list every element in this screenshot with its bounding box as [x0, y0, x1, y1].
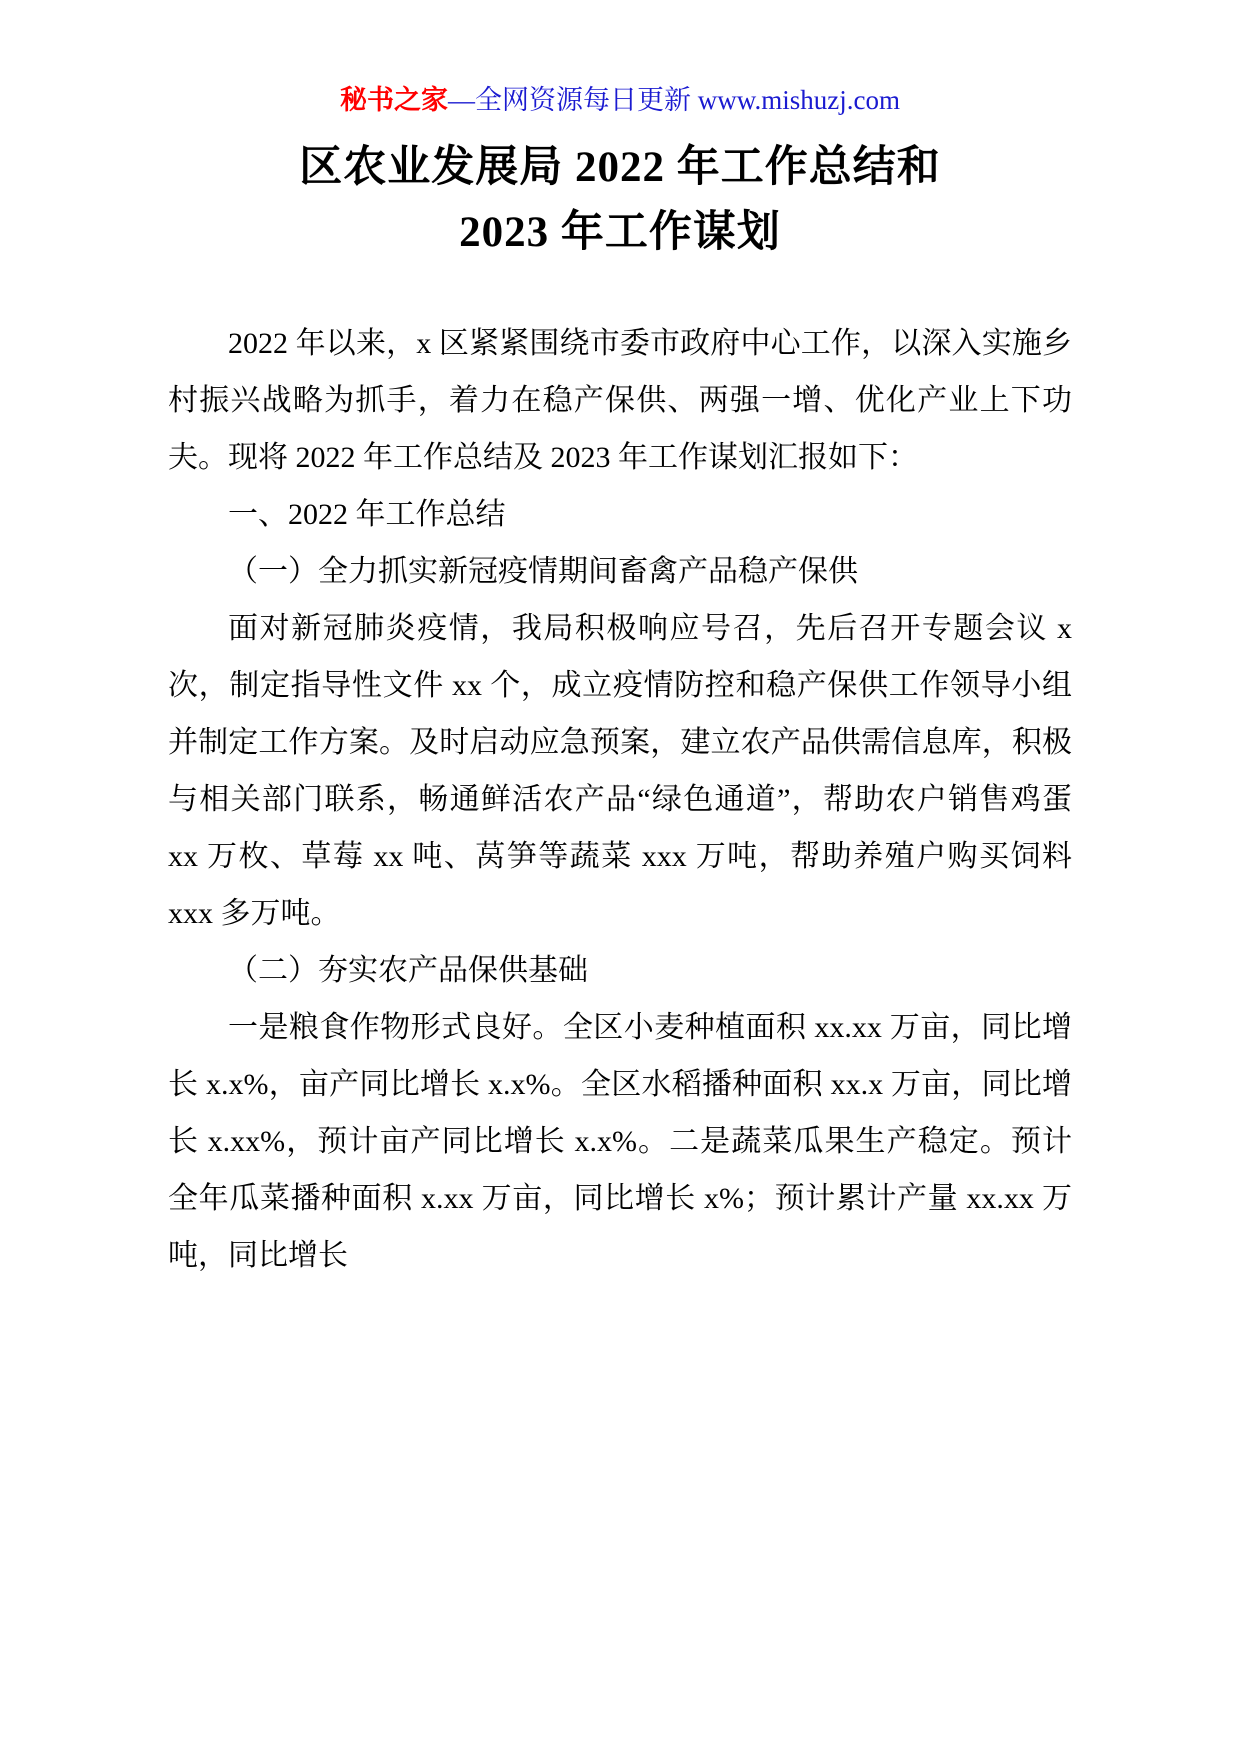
heading-section-1: 一、2022 年工作总结 [228, 498, 506, 532]
heading-subsection-1-1: （一）全力抓实新冠疫情期间畜禽产品稳产保供 [228, 555, 858, 589]
heading-subsection-1-2: （二）夯实农产品保供基础 [228, 954, 588, 988]
document-title [168, 136, 1072, 265]
site-url-link[interactable]: www.mishuzj.com [697, 85, 900, 115]
site-tagline: —全网资源每日更新 [448, 85, 698, 115]
document-title-line-1: 区农业发展局 2022 年工作总结和 [299, 144, 941, 192]
site-brand: 秘书之家 [340, 85, 448, 115]
site-header-line [168, 84, 1072, 116]
paragraph-subsection-1-1: 面对新冠肺炎疫情，我局积极响应号召，先后召开专题会议 x 次，制定指导性文件 xx 个，成立疫情防控和稳产保供工作领导小组并制定工作方案。及时启动应急预案，建立农产品供需信息库，积极与相关部门联系，畅通鲜活农产品“绿色通道”，帮助农户销售鸡蛋 xx 万枚、草莓 xx 吨、莴笋等蔬菜 xxx 万吨，帮助养殖户购买饲料 xxx 多万吨。 [168, 612, 1072, 931]
document-body [168, 315, 1072, 1284]
document-title-line-2: 2023 年工作谋划 [459, 208, 781, 256]
paragraph-intro: 2022 年以来，x 区紧紧围绕市委市政府中心工作，以深入实施乡村振兴战略为抓手，着力在稳产保供、两强一增、优化产业上下功夫。现将 2022 年工作总结及 2023 年工作谋划汇报如下： [168, 327, 1072, 475]
paragraph-subsection-1-2: 一是粮食作物形式良好。全区小麦种植面积 xx.xx 万亩，同比增长 x.x%，亩产同比增长 x.x%。全区水稻播种面积 xx.x 万亩，同比增长 x.xx%，预计亩产同比增长 x.x%。二是蔬菜瓜果生产稳定。预计全年瓜菜播种面积 x.xx 万亩，同比增长 x%；预计累计产量 xx.xx 万吨，同比增长 [168, 1011, 1072, 1273]
